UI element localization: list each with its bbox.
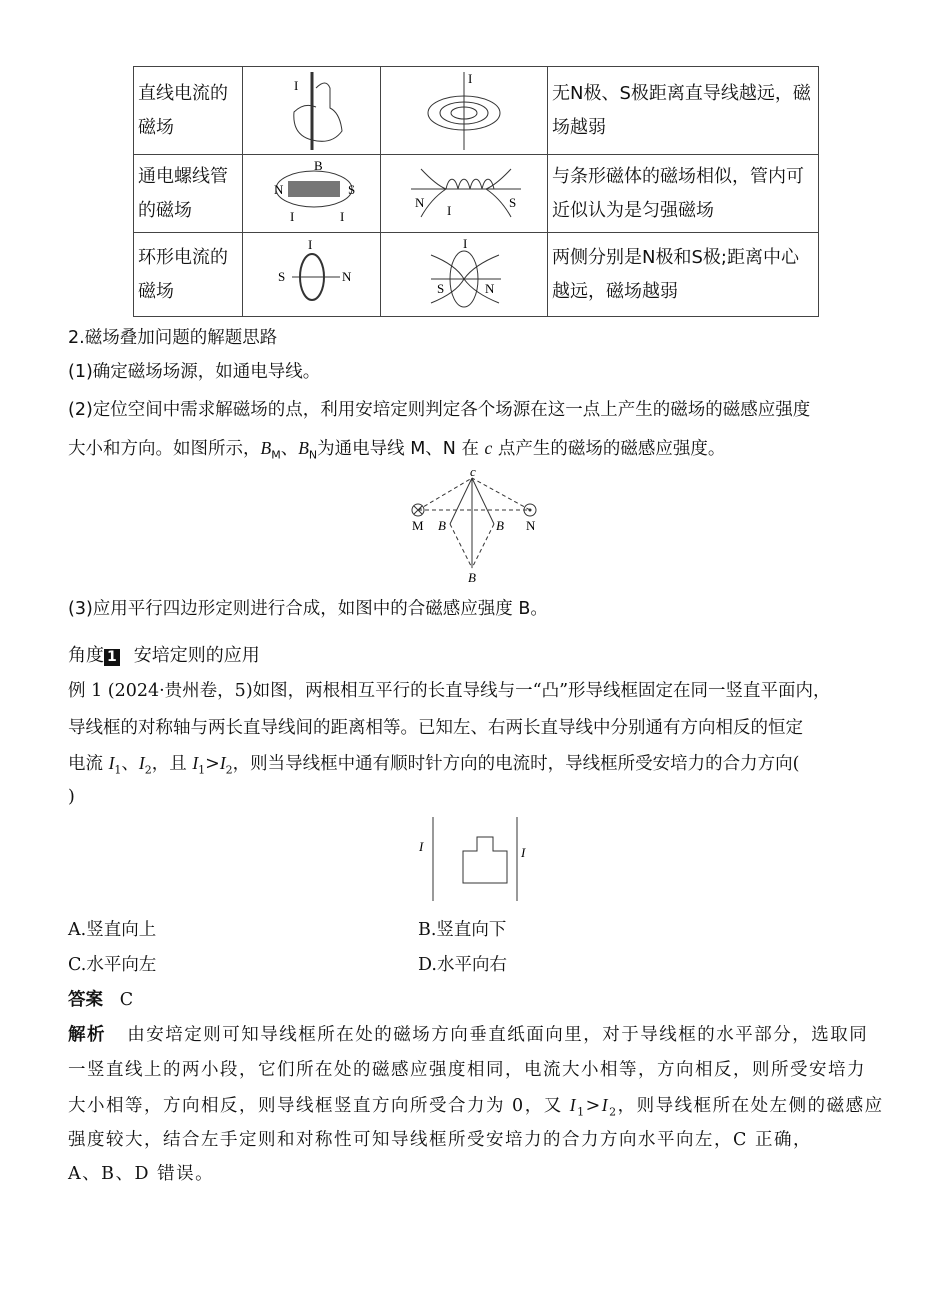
angle-number-badge: 1 <box>104 649 120 666</box>
svg-text:N: N <box>526 518 536 533</box>
table-row <box>134 155 819 233</box>
analysis-line2: 一竖直线上的两小段，它们所在处的磁感应强度相同，电流大小相等，方向相反，则所受安培力 <box>68 1060 866 1080</box>
text: > <box>205 754 220 774</box>
row-description: 两侧分别是N极和S极;距离中心越远，磁场越弱 <box>548 233 819 317</box>
sub-N: N <box>308 448 318 462</box>
table-row <box>134 67 819 155</box>
var-I: I <box>138 753 145 773</box>
row-name: 环形电流的磁场 <box>134 233 243 317</box>
text: 、 <box>121 754 139 774</box>
right-hand-straight-wire-figure <box>244 70 380 152</box>
solenoid-field-lines-figure <box>381 159 547 229</box>
paragraph-step2-line1: (2)定位空间中需求解磁场的点，利用安培定则判定各个场源在这一点上产生的磁场的磁感应强度 <box>68 400 811 420</box>
sub: 2 <box>609 1105 618 1119</box>
answer-label: 答案 <box>68 990 103 1010</box>
wire-frame-diagram <box>415 815 540 903</box>
svg-text:I: I <box>468 70 473 86</box>
field-superposition-diagram <box>400 468 550 586</box>
var-I: I <box>601 1095 610 1115</box>
loop-field-lines-figure <box>381 237 547 313</box>
text: 大小和方向。如图所示， <box>68 439 261 459</box>
sub: 1 <box>114 763 122 777</box>
text: 点产生的磁场的磁感应强度。 <box>492 439 726 459</box>
option-c[interactable]: C.水平向左 <box>68 955 157 975</box>
svg-text:N: N <box>415 194 425 210</box>
paragraph-step2-line2 <box>68 436 725 461</box>
text: ，且 <box>151 754 193 774</box>
magnetic-field-table <box>133 66 819 317</box>
svg-text:N: N <box>273 181 283 197</box>
svg-text:I: I <box>463 236 468 251</box>
svg-text:I: I <box>307 236 312 252</box>
concentric-field-lines-figure <box>381 70 547 152</box>
example-line1: 例 1 (2024·贵州卷，5)如图，两根相互平行的长直导线与一“凸”形导线框固定在同一竖直平面内， <box>68 681 831 701</box>
right-hand-solenoid-figure <box>244 159 380 229</box>
text: 电流 <box>68 754 109 774</box>
angle-heading <box>68 644 260 668</box>
svg-text:I: I <box>339 208 344 224</box>
option-b[interactable]: B.竖直向下 <box>418 920 507 940</box>
table-row <box>134 233 819 317</box>
analysis-label: 解析 <box>68 1025 106 1045</box>
angle-title: 安培定则的应用 <box>133 645 260 666</box>
angle-prefix: 角度 <box>68 645 104 666</box>
text: > <box>585 1096 602 1116</box>
var-B: B <box>260 438 272 458</box>
svg-text:M: M <box>412 518 424 533</box>
text: 由安培定则可知导线框所在处的磁场方向垂直纸面向里，对于导线框的水平部分，选取同 <box>127 1025 869 1045</box>
sub: 1 <box>198 763 206 777</box>
sub: 1 <box>577 1105 586 1119</box>
svg-text:I: I <box>289 208 294 224</box>
paragraph-step3: (3)应用平行四边形定则进行合成，如图中的合磁感应强度 B。 <box>68 599 548 619</box>
svg-text:S: S <box>509 194 517 210</box>
answer <box>68 988 133 1012</box>
svg-text:c: c <box>470 468 476 479</box>
analysis-line3 <box>68 1093 884 1118</box>
svg-text:B: B <box>313 158 323 173</box>
svg-text:I: I <box>419 839 424 854</box>
svg-text:I: I <box>293 77 298 93</box>
row-description: 无N极、S极距离直导线越远，磁场越弱 <box>548 67 819 155</box>
text: 大小相等，方向相反，则导线框竖直方向所受合力为 0，又 <box>68 1096 570 1116</box>
text: ，则导线框所在处左侧的磁感应 <box>617 1096 884 1116</box>
example-line3 <box>68 751 799 776</box>
analysis-line5: A、B、D 错误。 <box>68 1164 215 1184</box>
var-I: I <box>108 753 115 773</box>
row-description: 与条形磁体的磁场相似，管内可近似认为是匀强磁场 <box>548 155 819 233</box>
svg-text:S: S <box>347 181 355 197</box>
sub: 2 <box>225 763 233 777</box>
text: 为通电导线 M、N 在 <box>317 439 485 459</box>
option-a[interactable]: A.竖直向上 <box>68 920 157 940</box>
svg-text:B: B <box>468 570 476 585</box>
svg-text:S: S <box>437 280 445 296</box>
svg-text:S: S <box>277 268 285 284</box>
var-I: I <box>192 753 199 773</box>
svg-text:N: N <box>341 268 351 284</box>
svg-text:B: B <box>438 518 446 533</box>
example-line4: ) <box>68 787 75 807</box>
analysis-line4: 强度较大，结合左手定则和对称性可知导线框所受安培力的合力方向水平向左，C 正确， <box>68 1130 812 1150</box>
svg-text:B: B <box>496 518 504 533</box>
var-B: B <box>298 438 309 458</box>
section-heading: 2.磁场叠加问题的解题思路 <box>68 328 278 348</box>
example-line2: 导线框的对称轴与两长直导线间的距离相等。已知左、右两长直导线中分别通有方向相反的恒定 <box>68 718 803 738</box>
option-d[interactable]: D.水平向右 <box>418 955 507 975</box>
sub: 2 <box>144 763 152 777</box>
sub-M: M <box>271 448 281 462</box>
row-name: 通电螺线管的磁场 <box>134 155 243 233</box>
svg-text:N: N <box>485 280 495 296</box>
row-name: 直线电流的磁场 <box>134 67 243 155</box>
analysis-line1 <box>68 1023 868 1047</box>
text: 、 <box>280 439 299 459</box>
text: ，则当导线框中通有顺时针方向的电流时，导线框所受安培力的合力方向( <box>232 754 800 774</box>
svg-text:I: I <box>521 845 526 860</box>
right-hand-loop-figure <box>244 237 380 313</box>
paragraph-step1: (1)确定磁场场源，如通电导线。 <box>68 362 321 382</box>
answer-value: C <box>119 990 134 1010</box>
svg-text:I: I <box>447 202 452 218</box>
var-I: I <box>569 1095 578 1115</box>
var-I: I <box>219 753 226 773</box>
var-c: c <box>484 438 493 458</box>
